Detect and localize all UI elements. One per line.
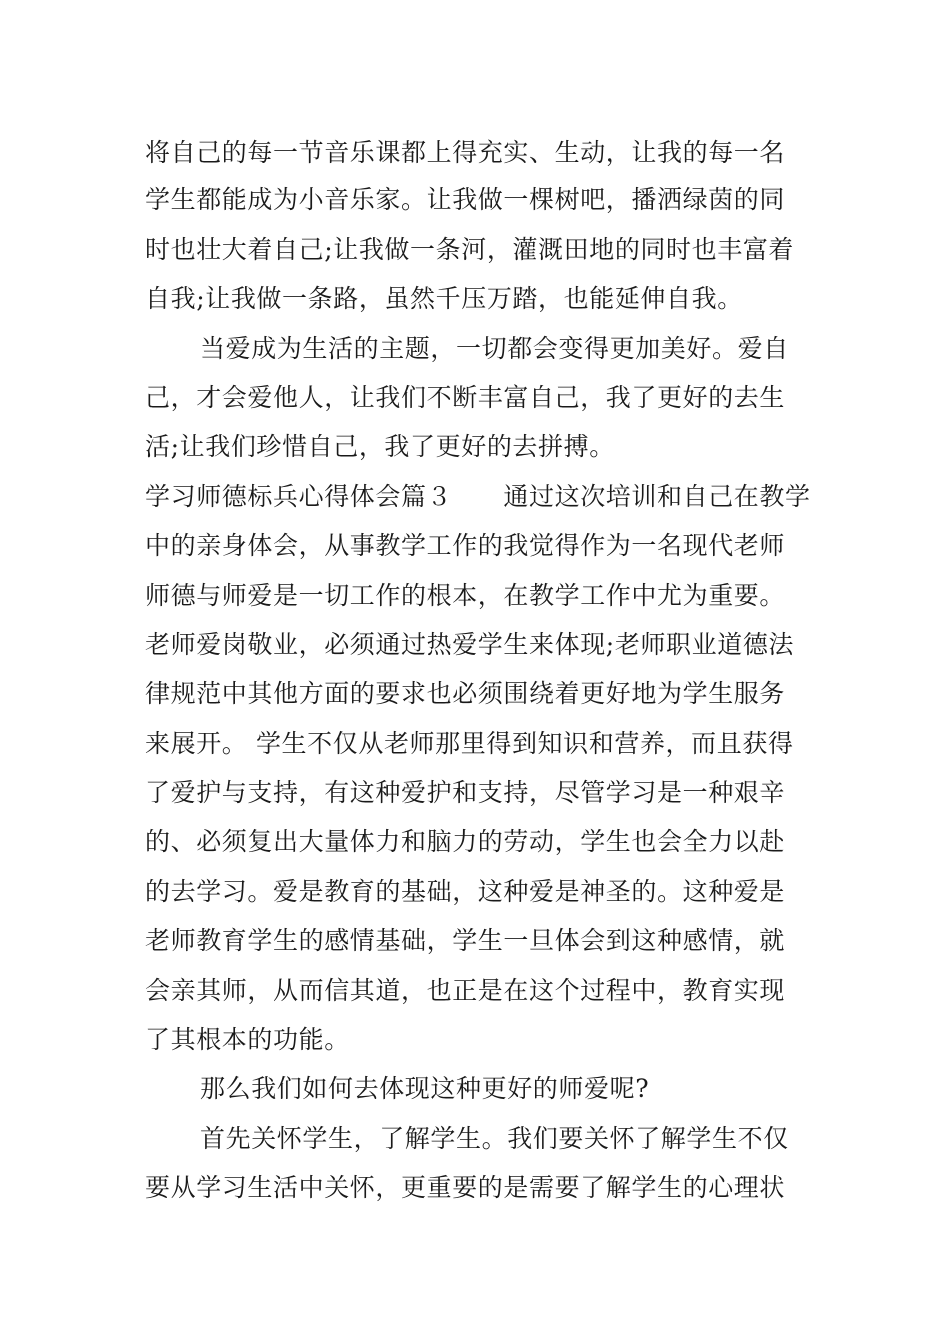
text-line: 己，才会爱他人，让我们不断丰富自己，我了更好的去生 <box>145 383 786 412</box>
text-line: 时也壮大着自己;让我做一条河，灌溉田地的同时也丰富着 <box>145 235 795 264</box>
text-line: 活;让我们珍惜自己，我了更好的去拼搏。 <box>145 432 615 461</box>
text-line: 老师爱岗敬业，必须通过热爱学生来体现;老师职业道德法 <box>145 630 795 659</box>
paragraph-first-line: 那么我们如何去体现这种更好的师爱呢? <box>200 1074 650 1103</box>
text-line: 要从学习生活中关怀，更重要的是需要了解学生的心理状 <box>145 1173 786 1202</box>
text-line: 律规范中其他方面的要求也必须围绕着更好地为学生服务 <box>145 679 786 708</box>
text-line: 中的亲身体会，从事教学工作的我觉得作为一名现代老师 <box>145 531 786 560</box>
text-line: 的去学习。爱是教育的基础，这种爱是神圣的。这种爱是 <box>145 877 786 906</box>
paragraph-first-line: 当爱成为生活的主题，一切都会变得更加美好。爱自 <box>200 334 789 363</box>
text-line: 老师教育学生的感情基础，学生一旦体会到这种感情，就 <box>145 926 786 955</box>
text-line: 的、必须复出大量体力和脑力的劳动，学生也会全力以赴 <box>145 827 786 856</box>
paragraph-first-line: 首先关怀学生，了解学生。我们要关怀了解学生不仅 <box>200 1124 789 1153</box>
text-line: 将自己的每一节音乐课都上得充实、生动，让我的每一名 <box>145 138 786 167</box>
text-line: 来展开。 学生不仅从老师那里得到知识和营养，而且获得 <box>145 729 794 758</box>
text-line: 了爱护与支持，有这种爱护和支持，尽管学习是一种艰辛 <box>145 778 786 807</box>
text-line: 了其根本的功能。 <box>145 1025 350 1054</box>
text-line: 学生都能成为小音乐家。让我做一棵树吧，播洒绿茵的同 <box>145 185 786 214</box>
section-heading-line: 学习师德标兵心得体会篇３ 通过这次培训和自己在教学 <box>145 482 811 511</box>
text-line: 自我;让我做一条路，虽然千压万踏，也能延伸自我。 <box>145 284 743 313</box>
text-line: 会亲其师，从而信其道，也正是在这个过程中，教育实现 <box>145 976 786 1005</box>
text-line: 师德与师爱是一切工作的根本，在教学工作中尤为重要。 <box>145 581 786 610</box>
